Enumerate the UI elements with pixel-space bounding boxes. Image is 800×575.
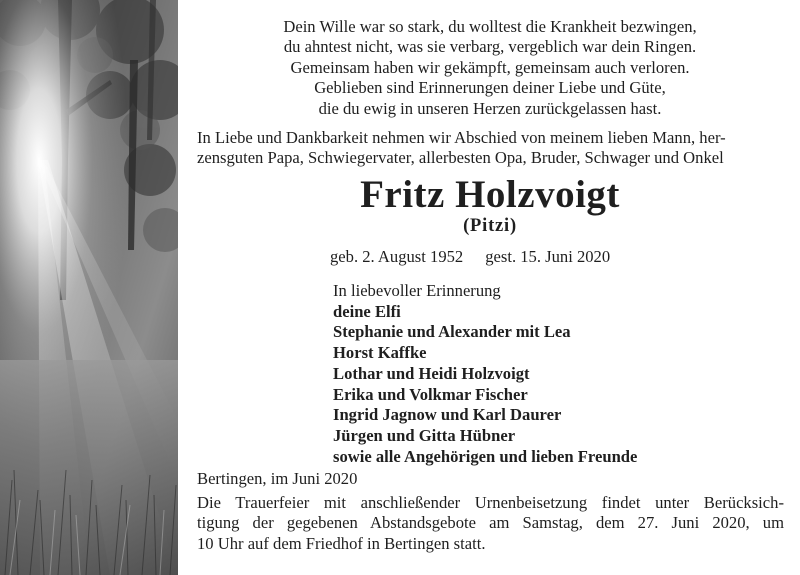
intro-line: In Liebe und Dankbarkeit nehmen wir Abschied von meinem lieben Mann, her- — [197, 128, 726, 147]
funeral-line: tigung der gegebenen Abstandsgebote am Samstag, dem 27. Juni 2020, um — [197, 513, 784, 533]
place-and-date: Bertingen, im Juni 2020 — [197, 469, 358, 488]
farewell-intro — [197, 128, 782, 168]
poem-line: du ahntest nicht, was sie verbarg, vergeblich war dein Ringen. — [283, 37, 697, 57]
mourner-name: Lothar und Heidi Holzvoigt — [333, 363, 530, 383]
poem-line: Geblieben sind Erinnerungen deiner Liebe und Güte, — [314, 78, 666, 98]
poem-line: Dein Wille war so stark, du wolltest die Krankheit bezwingen, — [283, 17, 697, 36]
intro-line: zensguten Papa, Schwiegervater, allerbesten Opa, Bruder, Schwager und Onkel — [197, 148, 724, 167]
mourner-name: sowie alle Angehörigen und lieben Freunde — [333, 446, 638, 466]
birth-date: geb. 2. August 1952 — [330, 247, 464, 266]
poem-line: die du ewig in unseren Herzen zurückgelassen hast. — [318, 98, 662, 118]
deceased-name: Fritz Holzvoigt — [360, 173, 620, 216]
funeral-notice — [197, 493, 784, 554]
poem-line: Gemeinsam haben wir gekämpft, gemeinsam auch verloren. — [290, 57, 690, 77]
mourner-name: Erika und Volkmar Fischer — [333, 384, 528, 404]
mourners-heading: In liebevoller Erinnerung — [333, 281, 501, 300]
deceased-nickname: (Pitzi) — [463, 216, 517, 236]
obituary-text-column — [190, 0, 790, 575]
funeral-line: 10 Uhr auf dem Friedhof in Bertingen statt. — [197, 533, 486, 553]
funeral-line: Die Trauerfeier mit anschließender Urnenbeisetzung findet unter Berücksich- — [197, 493, 784, 512]
death-date: gest. 15. Juni 2020 — [485, 247, 611, 266]
mourner-name: Stephanie und Alexander mit Lea — [333, 322, 571, 342]
mourner-name: Jürgen und Gitta Hübner — [333, 425, 516, 445]
forest-photo-graphic — [0, 0, 178, 575]
mourner-name: deine Elfi — [333, 301, 401, 321]
life-dates — [330, 247, 610, 267]
memorial-poem — [190, 17, 790, 119]
forest-sunlight-photo — [0, 0, 178, 575]
mourner-name: Ingrid Jagnow und Karl Daurer — [333, 405, 562, 425]
mourner-name: Horst Kaffke — [333, 343, 427, 363]
mourners-list — [333, 281, 637, 467]
